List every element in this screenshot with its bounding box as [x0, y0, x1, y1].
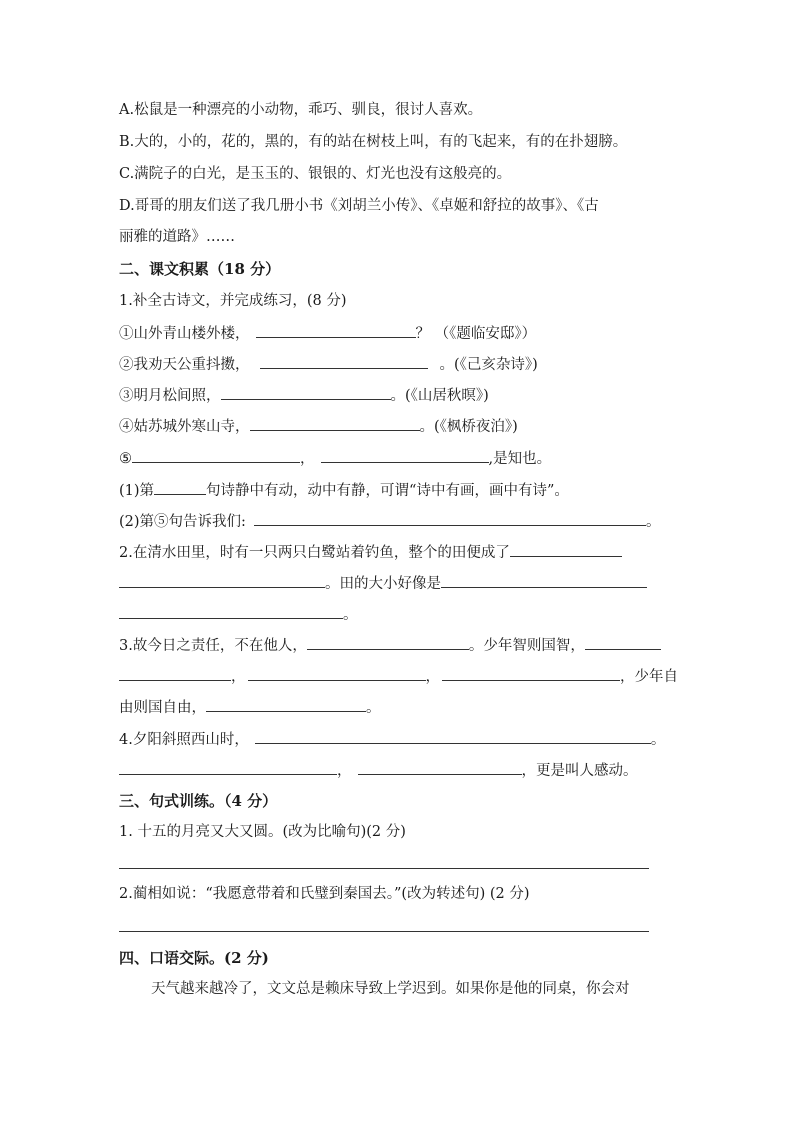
answer-blank[interactable] [119, 665, 231, 681]
q2-text-2: 。田的大小好像是 [325, 576, 441, 592]
option-a: A.松鼠是一种漂亮的小动物，乖巧、驯良，很讨人喜欢。 [119, 102, 483, 118]
answer-blank[interactable] [206, 696, 366, 712]
answer-blank[interactable] [441, 572, 647, 588]
answer-line[interactable] [119, 868, 649, 869]
q3-comma-1: ， [231, 669, 246, 685]
answer-blank[interactable] [255, 728, 651, 744]
answer-blank[interactable] [307, 634, 469, 650]
q2-line-3 [119, 603, 683, 625]
answer-blank[interactable] [260, 353, 428, 369]
q2-line-2 [119, 572, 683, 594]
q1-line-2-suffix: 。(《己亥杂诗》) [439, 357, 538, 373]
answer-blank[interactable] [442, 665, 620, 681]
q4-text-2: 。 [650, 732, 666, 748]
q1-line-5-suffix: ,是知也。 [488, 451, 552, 467]
answer-blank[interactable] [321, 447, 489, 463]
answer-blank[interactable] [221, 384, 391, 400]
answer-line[interactable] [119, 931, 649, 932]
q1-sub-2 [119, 510, 683, 532]
q1-line-5-comma: ， [300, 451, 315, 467]
q4-text-1: 4.夕阳斜照西山时， [119, 732, 249, 748]
section-2-heading: 二、课文积累（18 分） [119, 260, 281, 278]
answer-blank[interactable] [254, 510, 646, 526]
q1-line-3-prefix: ③明月松间照， [119, 388, 221, 404]
q3-line-2 [119, 665, 683, 687]
answer-blank[interactable] [154, 479, 206, 495]
q1-line-4-prefix: ④姑苏城外寒山寺， [119, 419, 250, 435]
section-3-heading: 三、句式训练。（4 分） [119, 792, 278, 810]
q1-sub-1-suffix: 句诗静中有动，动中有静，可谓“诗中有画，画中有诗”。 [206, 483, 569, 499]
q1-sub-2-prefix: (2)第⑤句告诉我们: [119, 514, 246, 530]
q1-stem: 1.补全古诗文，并完成练习，(8 分) [119, 293, 347, 309]
q1-sub-1 [119, 479, 683, 501]
q1-line-1-prefix: ①山外青山楼外楼， [119, 326, 250, 342]
q4-text-3: ，更是叫人感动。 [521, 763, 638, 779]
q1-line-5 [119, 447, 683, 469]
option-b: B.大的，小的，花的，黑的，有的站在树枝上叫，有的飞起来，有的在扑翅膀。 [119, 134, 628, 150]
answer-blank[interactable] [119, 572, 325, 588]
section-4-heading: 四、口语交际。(2 分) [119, 949, 269, 967]
q2-line-1 [119, 541, 683, 563]
s3-q2: 2.蔺相如说：“我愿意带着和氏璧到秦国去。”(改为转述句) (2 分) [119, 886, 530, 902]
option-d-line2: 丽雅的道路》…… [119, 229, 235, 245]
q3-text-5: 。 [366, 700, 381, 716]
q1-line-2-prefix: ②我劝天公重抖擞， [119, 357, 250, 373]
q1-line-4-suffix: 。(《枫桥夜泊》) [419, 419, 518, 435]
answer-blank[interactable] [585, 634, 661, 650]
q1-line-1 [119, 322, 683, 344]
s4-paragraph: 天气越来越冷了，文文总是赖床导致上学迟到。如果你是他的同桌，你会对 [151, 981, 630, 997]
q3-line-3 [119, 696, 683, 718]
q1-line-3-suffix: 。(《山居秋暝》) [390, 388, 489, 404]
answer-blank[interactable] [119, 759, 337, 775]
q4-line-1 [119, 728, 683, 750]
q2-text-3: 。 [343, 607, 358, 623]
s3-q1: 1. 十五的月亮又大又圆。(改为比喻句)(2 分) [119, 824, 406, 840]
q3-text-3: ，少年自 [620, 669, 678, 685]
answer-blank[interactable] [358, 759, 522, 775]
answer-blank[interactable] [132, 447, 300, 463]
answer-blank[interactable] [250, 415, 420, 431]
q2-text-1: 2.在清水田里，时有一只两只白鹭站着钓鱼，整个的田便成了 [119, 545, 510, 561]
q1-line-5-prefix: ⑤ [119, 451, 132, 467]
answer-blank[interactable] [248, 665, 426, 681]
q1-line-1-suffix: ？ （《题临安邸》） [415, 326, 537, 342]
q3-comma-2: ， [425, 669, 440, 685]
q3-line-1 [119, 634, 683, 656]
answer-blank[interactable] [510, 541, 622, 557]
q1-line-2 [119, 353, 683, 375]
q3-text-2: 。少年智则国智， [468, 638, 585, 654]
answer-blank[interactable] [256, 322, 416, 338]
q1-sub-1-prefix: (1)第 [119, 483, 155, 499]
option-d-line1: D.哥哥的朋友们送了我几册小书《刘胡兰小传》、《卓姬和舒拉的故事》、《古 [119, 198, 599, 214]
option-c: C.满院子的白光，是玉玉的、银银的、灯光也没有这般亮的。 [119, 166, 512, 182]
q4-line-2 [119, 759, 683, 781]
q1-line-3 [119, 384, 683, 406]
q4-comma: ， [337, 763, 352, 779]
q3-text-4: 由则国自由， [119, 700, 206, 716]
q1-line-4 [119, 415, 683, 437]
answer-blank[interactable] [119, 603, 343, 619]
q3-text-1: 3.故今日之责任，不在他人， [119, 638, 307, 654]
q1-sub-2-suffix: 。 [645, 514, 661, 530]
